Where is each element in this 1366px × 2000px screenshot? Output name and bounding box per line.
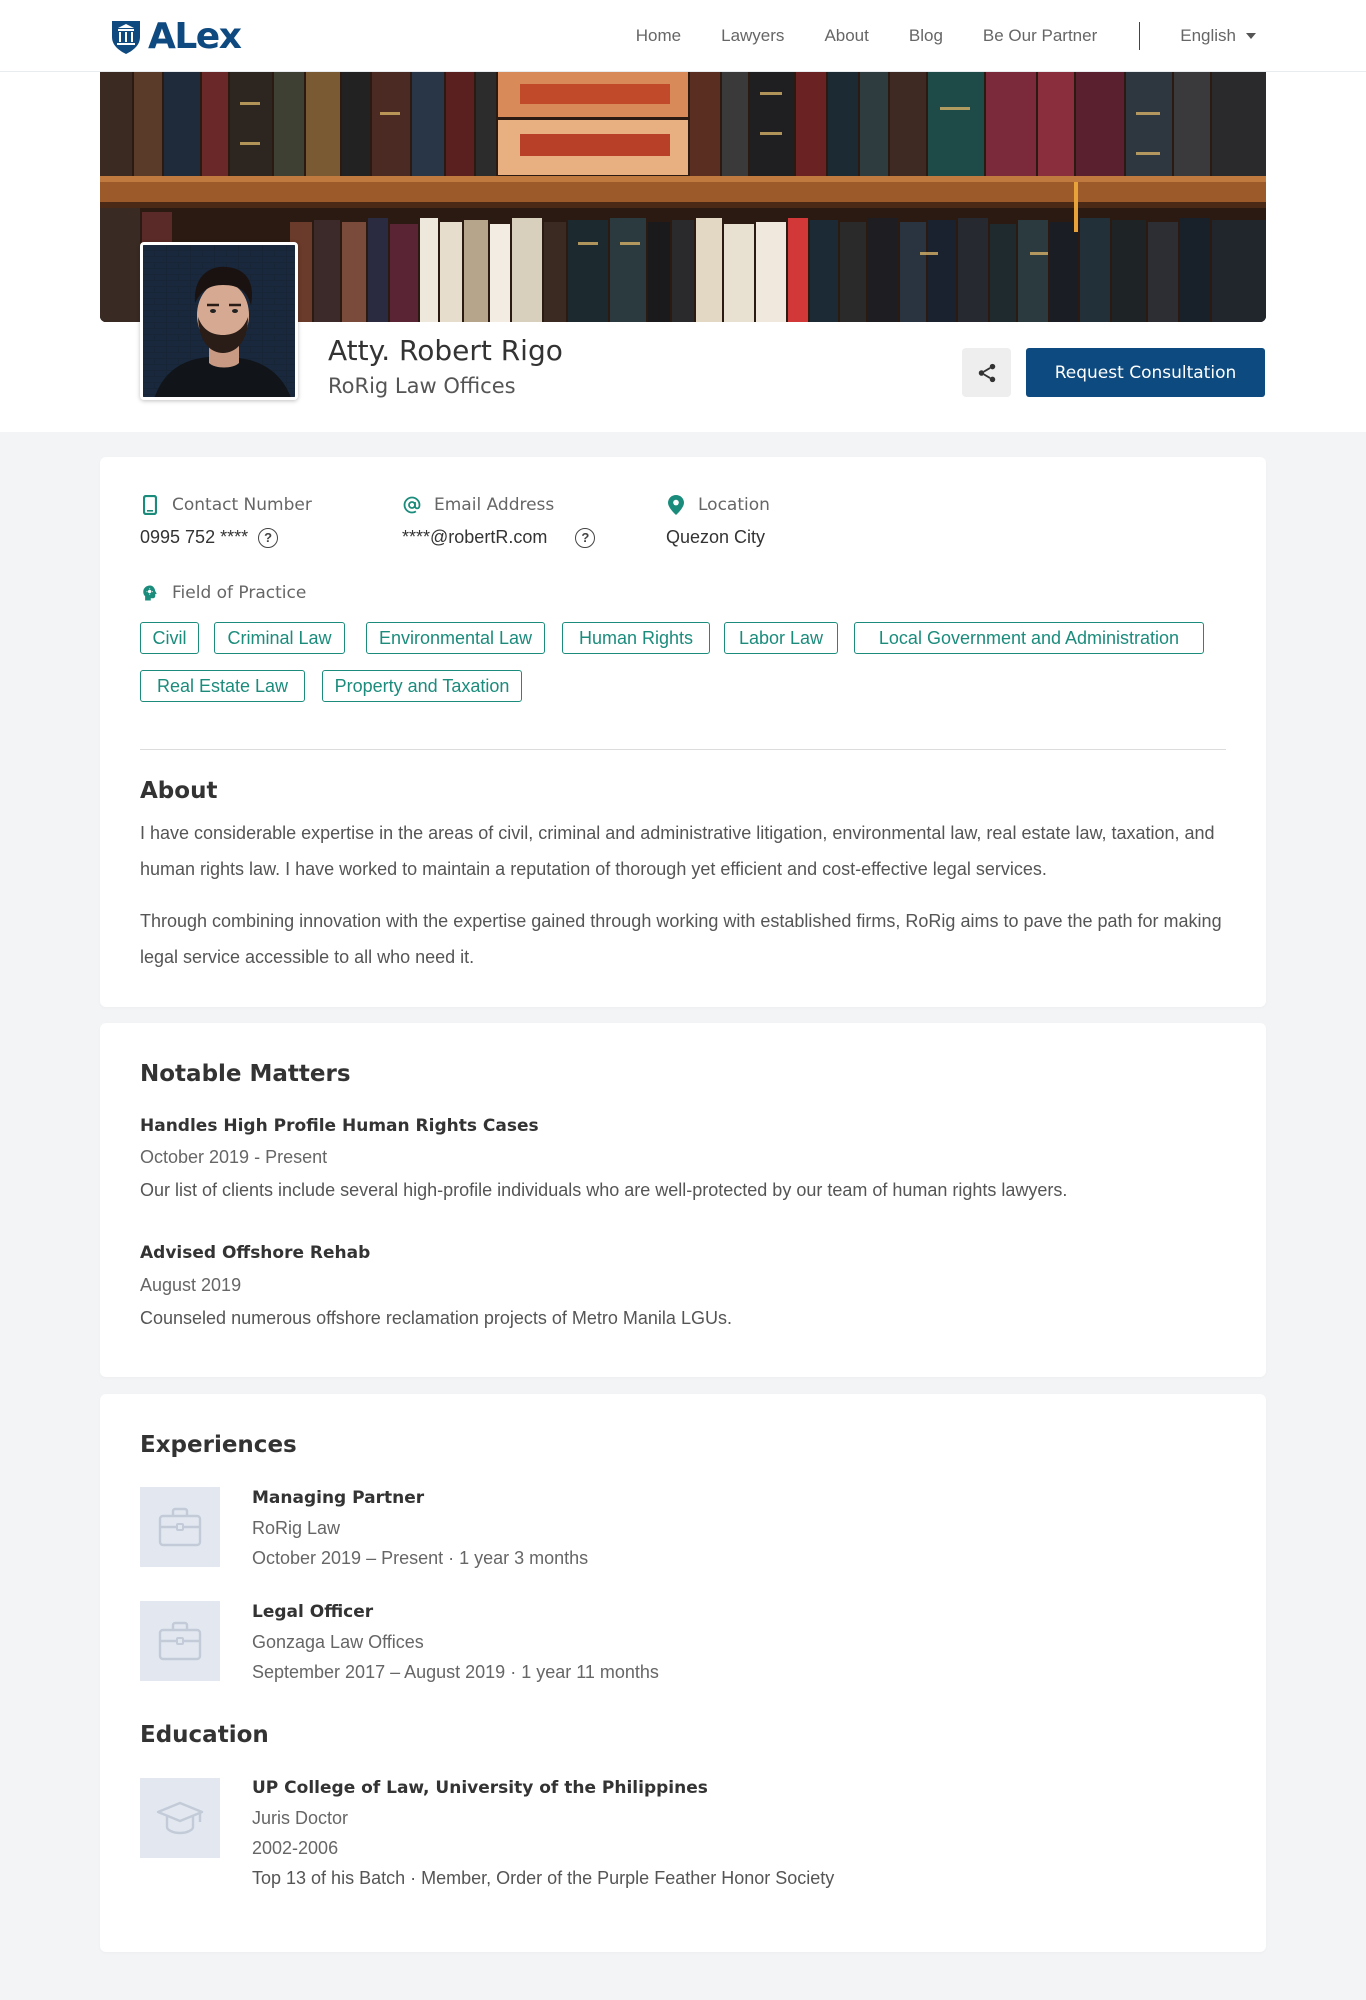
nav-blog[interactable]: Blog (908, 26, 943, 45)
share-button[interactable] (962, 348, 1011, 397)
profile-details-card (100, 457, 1266, 1007)
tag-labor-law[interactable]: Labor Law (724, 622, 838, 654)
firm-name: RoRig Law Offices (328, 374, 516, 398)
nav-home[interactable]: Home (635, 26, 682, 45)
education-heading: Education (140, 1722, 269, 1748)
lawyer-name: Atty. Robert Rigo (328, 334, 563, 367)
about-heading: About (140, 778, 218, 804)
tag-criminal-law[interactable]: Criminal Law (214, 622, 345, 654)
brain-icon (140, 583, 160, 603)
logo[interactable] (110, 14, 240, 58)
matter-description: Counseled numerous offshore reclamation projects of Metro Manila LGUs. (140, 1308, 732, 1328)
nav-partner[interactable]: Be Our Partner (982, 26, 1098, 45)
location-block (666, 495, 770, 548)
logo-text: ALex (148, 15, 241, 57)
about-paragraph-2: Through combining innovation with the expertise gained through working with established firms, RoRig aims to pave the path for making legal service accessible to all who need it. (140, 911, 1222, 967)
experience-education-card (100, 1394, 1266, 1952)
experience-period: September 2017 – August 2019 · 1 year 11 months (252, 1662, 659, 1682)
request-consultation-button[interactable]: Request Consultation (1026, 348, 1265, 397)
main-menu (596, 0, 1256, 72)
profile-header (0, 72, 1366, 432)
at-icon (402, 495, 422, 515)
language-label: English (1180, 26, 1236, 45)
email-block (402, 495, 595, 548)
tag-civil[interactable]: Civil (140, 622, 199, 654)
tag-local-government[interactable]: Local Government and Administration (854, 622, 1204, 654)
nav-divider (1139, 22, 1140, 50)
location-value: Quezon City (666, 527, 766, 547)
education-school: UP College of Law, University of the Philippines (252, 1778, 708, 1798)
education-degree: Juris Doctor (252, 1808, 349, 1828)
tag-real-estate-law[interactable]: Real Estate Law (140, 670, 305, 702)
briefcase-icon (140, 1601, 220, 1681)
field-of-practice-block (140, 583, 306, 603)
avatar (140, 242, 298, 400)
phone-help-icon[interactable]: ? (258, 528, 278, 548)
matter-title: Handles High Profile Human Rights Cases (140, 1116, 539, 1136)
field-of-practice-label: Field of Practice (172, 583, 307, 603)
matter-description: Our list of clients include several high-profile individuals who are well-protected by our team of human rights lawyers. (140, 1180, 1068, 1200)
matter-title: Advised Offshore Rehab (140, 1243, 371, 1263)
matter-date: October 2019 - Present (140, 1147, 328, 1167)
tag-property-taxation[interactable]: Property and Taxation (322, 670, 522, 702)
briefcase-icon (140, 1487, 220, 1567)
notable-matters-heading: Notable Matters (140, 1061, 351, 1087)
email-help-icon[interactable]: ? (575, 528, 595, 548)
contact-number-value: 0995 752 **** (140, 527, 249, 547)
contact-number-block (140, 495, 312, 548)
location-label: Location (698, 495, 770, 515)
email-value: ****@robertR.com (402, 527, 548, 547)
experience-role: Legal Officer (252, 1602, 374, 1622)
email-label: Email Address (434, 495, 555, 515)
nav-lawyers[interactable]: Lawyers (721, 26, 785, 45)
lawyer-portrait (143, 245, 298, 400)
education-years: 2002-2006 (252, 1838, 339, 1858)
language-selector[interactable] (1180, 26, 1256, 46)
graduation-cap-icon (140, 1778, 220, 1858)
tag-environmental-law[interactable]: Environmental Law (366, 622, 545, 654)
matter-date: August 2019 (140, 1275, 242, 1295)
top-nav (0, 0, 1366, 72)
phone-icon (140, 495, 160, 515)
share-icon (976, 362, 998, 384)
location-pin-icon (666, 495, 686, 515)
nav-about[interactable]: About (824, 26, 869, 45)
contact-number-label: Contact Number (172, 495, 312, 515)
experience-period: October 2019 – Present · 1 year 3 months (252, 1548, 589, 1568)
about-paragraph-1: I have considerable expertise in the areas of civil, criminal and administrative litigation, environmental law, real estate law, taxation, and human rights law. I have worked to maintain a reputation of thorough yet efficient and cost-effective legal services. (140, 823, 1215, 879)
experience-company: Gonzaga Law Offices (252, 1632, 424, 1652)
notable-matters-card (100, 1023, 1266, 1377)
caret-down-icon (1246, 33, 1256, 39)
education-honors: Top 13 of his Batch · Member, Order of the Purple Feather Honor Society (252, 1868, 835, 1888)
shield-logo-icon (110, 17, 142, 55)
experiences-heading: Experiences (140, 1432, 297, 1458)
experience-role: Managing Partner (252, 1488, 425, 1508)
tag-human-rights[interactable]: Human Rights (562, 622, 710, 654)
section-divider (140, 749, 1226, 750)
experience-company: RoRig Law (252, 1518, 341, 1538)
